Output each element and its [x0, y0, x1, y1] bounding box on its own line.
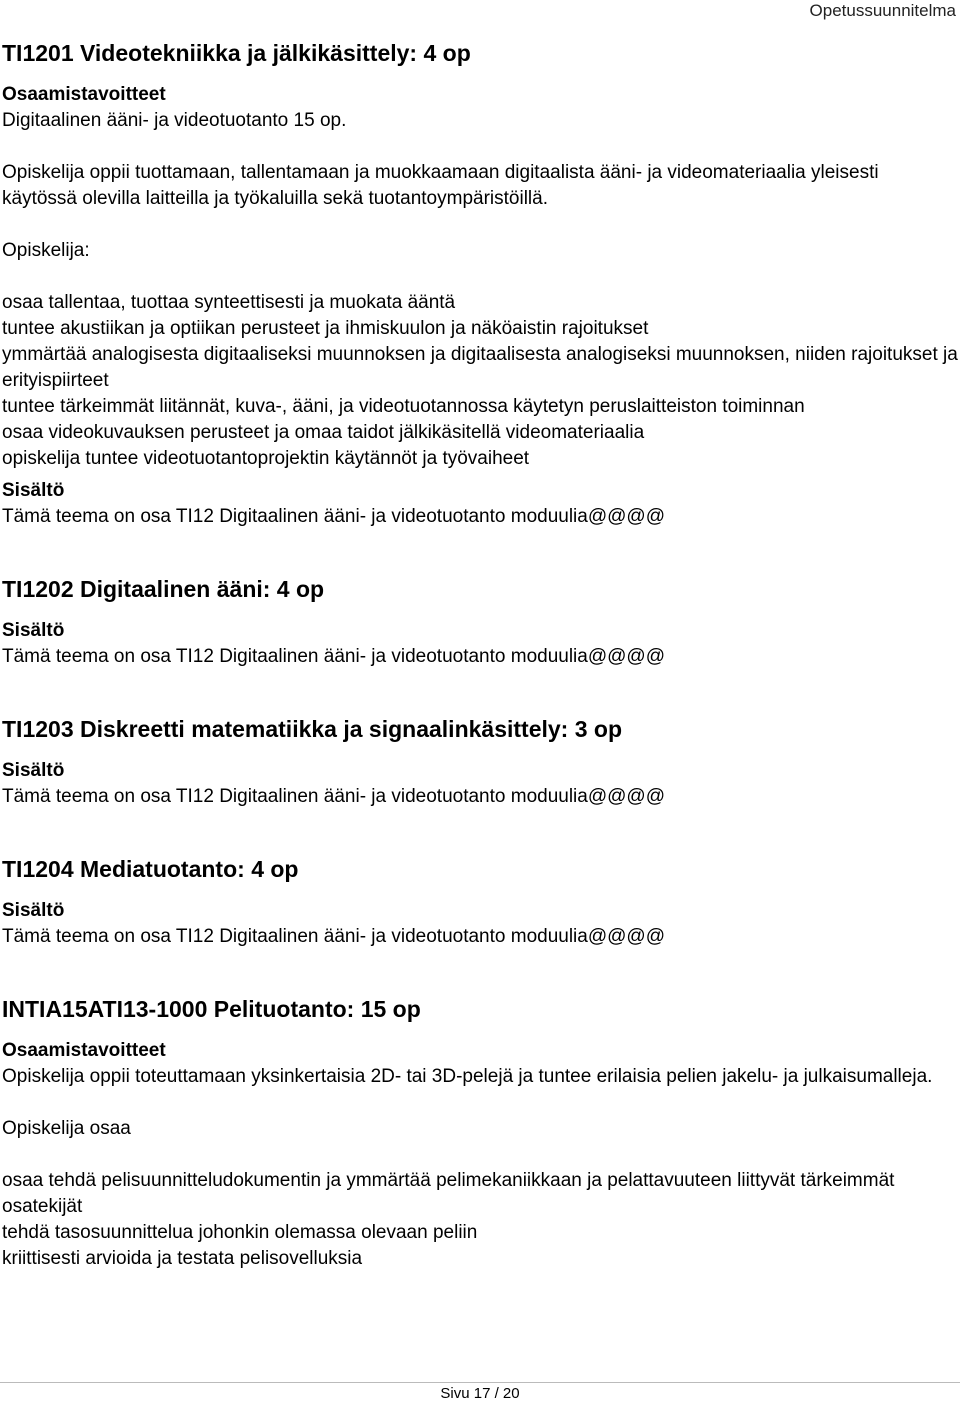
page-footer — [0, 1382, 960, 1409]
learning-outcomes-list — [2, 290, 958, 472]
list-item: osaa tallentaa, tuottaa synteettisesti ja muokata ääntä — [2, 292, 456, 313]
content-text: Tämä teema on osa TI12 Digitaalinen ääni- ja videotuotanto moduulia@@@@ — [2, 646, 665, 667]
list-item: tuntee akustiikan ja optiikan perusteet ja ihmiskuulon ja näköaistin rajoitukset — [2, 318, 649, 339]
goals-heading: Osaamistavoitteet — [2, 1040, 166, 1061]
section-title: TI1202 Digitaalinen ääni: 4 op — [2, 576, 325, 602]
section-title: TI1203 Diskreetti matematiikka ja signaalinkäsittely: 3 op — [2, 716, 623, 742]
section-intro: Opiskelija oppii tuottamaan, tallentamaan ja muokkaamaan digitaalista ääni- ja videomateriaalia yleisesti käytössä olevilla laitteilla ja työkaluilla sekä tuotantoympäristöillä. — [2, 162, 879, 209]
learning-outcomes-list — [2, 1168, 958, 1272]
goals-heading: Osaamistavoitteet — [2, 84, 166, 105]
list-item: osaa videokuvauksen perusteet ja omaa taidot jälkikäsitellä videomateriaalia — [2, 422, 645, 443]
content-text: Tämä teema on osa TI12 Digitaalinen ääni- ja videotuotanto moduulia@@@@ — [2, 926, 665, 947]
section-intro: Opiskelija oppii toteuttamaan yksinkertaisia 2D- tai 3D-pelejä ja tuntee erilaisia pelien jakelu- ja julkaisumalleja. — [2, 1066, 933, 1087]
content-text: Tämä teema on osa TI12 Digitaalinen ääni- ja videotuotanto moduulia@@@@ — [2, 786, 665, 807]
page-content — [2, 38, 958, 1272]
section-title: TI1201 Videotekniikka ja jälkikäsittely: 4 op — [2, 40, 471, 66]
content-text: Tämä teema on osa TI12 Digitaalinen ääni- ja videotuotanto moduulia@@@@ — [2, 506, 665, 527]
section-title: TI1204 Mediatuotanto: 4 op — [2, 856, 299, 882]
content-heading: Sisältö — [2, 480, 65, 501]
list-item: ymmärtää analogisesta digitaaliseksi muunnoksen ja digitaalisesta analogiseksi muunnoksen, niiden rajoitukset ja erityispiirteet — [2, 344, 958, 391]
list-item: tuntee tärkeimmät liitännät, kuva-, ääni, ja videotuotannossa käytetyn peruslaitteiston toiminnan — [2, 396, 805, 417]
content-heading: Sisältö — [2, 900, 65, 921]
learner-heading: Opiskelija: — [2, 240, 90, 261]
content-heading: Sisältö — [2, 760, 65, 781]
page-number: Sivu 17 / 20 — [440, 1385, 520, 1402]
goals-line: Digitaalinen ääni- ja videotuotanto 15 op. — [2, 110, 347, 131]
list-item: osaa tehdä pelisuunnitteludokumentin ja ymmärtää pelimekaniikkaan ja pelattavuuteen liittyvät tärkeimmät osatekijät — [2, 1170, 895, 1217]
list-item: kriittisesti arvioida ja testata pelisovelluksia — [2, 1248, 363, 1269]
list-item: opiskelija tuntee videotuotantoprojektin käytännöt ja työvaiheet — [2, 448, 530, 469]
document-type-label: Opetussuunnitelma — [809, 1, 956, 20]
section-title: INTIA15ATI13-1000 Pelituotanto: 15 op — [2, 996, 421, 1022]
list-item: tehdä tasosuunnittelua johonkin olemassa olevaan peliin — [2, 1222, 478, 1243]
learner-heading: Opiskelija osaa — [2, 1118, 131, 1139]
content-heading: Sisältö — [2, 620, 65, 641]
